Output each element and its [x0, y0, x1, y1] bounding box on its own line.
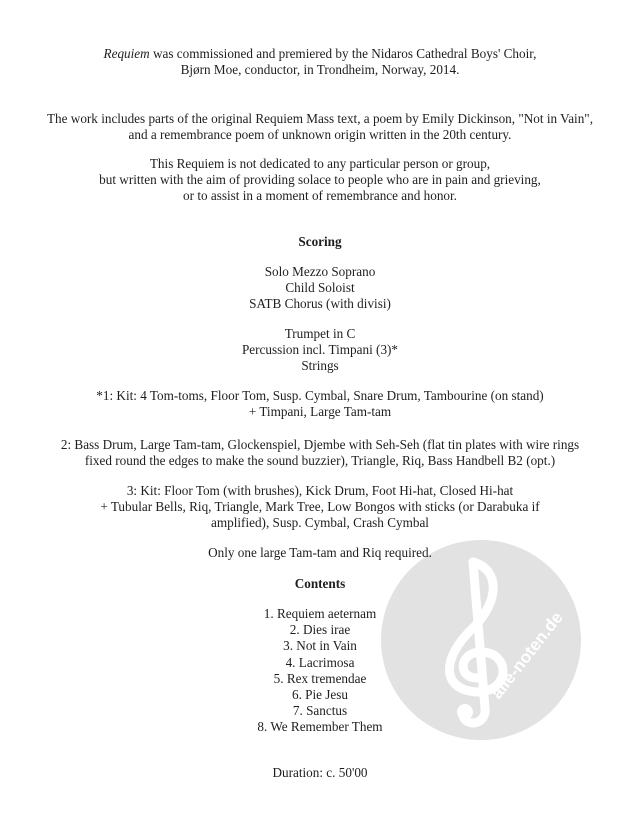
kit-line: *1: Kit: 4 Tom-toms, Floor Tom, Susp. Cymbal, Snare Drum, Tambourine (on stand): [96, 388, 544, 403]
voice-item: SATB Chorus (with divisi): [249, 296, 391, 312]
contents-item: 1. Requiem aeternam: [263, 606, 377, 621]
duration: Duration: c. 50'00: [272, 765, 368, 780]
contents-heading: Contents: [294, 576, 346, 591]
description: [0, 111, 640, 143]
kit-line: fixed round the edges to make the sound buzzier), Triangle, Riq, Bass Handbell B2 (opt.): [84, 453, 556, 469]
contents-item: 6. Pie Jesu: [291, 687, 349, 703]
kit-line: + Tubular Bells, Riq, Triangle, Mark Tree, Low Bongos with sticks (or Darabuka if: [100, 499, 540, 515]
contents-item: 2. Dies irae: [289, 622, 351, 638]
voice-item: Solo Mezzo Soprano: [264, 264, 376, 279]
voice-item: Child Soloist: [285, 280, 355, 296]
contents-item: 3. Not in Vain: [283, 638, 357, 654]
contents-list: [0, 606, 640, 736]
instrument-item: Trumpet in C: [284, 326, 356, 341]
description-line: and a remembrance poem of unknown origin written in the 20th century.: [128, 127, 512, 143]
kit-line: + Timpani, Large Tam-tam: [248, 404, 392, 420]
kit-line: 2: Bass Drum, Large Tam-tam, Glockenspiel, Djembe with Seh-Seh (flat tin plates with wire rings: [60, 437, 580, 452]
contents-item: 5. Rex tremendae: [273, 670, 367, 686]
description-line: The work includes parts of the original Requiem Mass text, a poem by Emily Dickinson, "Not in Vain",: [47, 111, 593, 126]
dedication: [0, 156, 640, 205]
dedication-line: or to assist in a moment of remembrance and honor.: [183, 188, 457, 204]
scoring-instruments: [0, 326, 640, 375]
intro-line-2: Bjørn Moe, conductor, in Trondheim, Norway, 2014.: [180, 62, 460, 78]
watermark-text: alle-noten.de: [487, 608, 567, 703]
work-title: Requiem: [103, 46, 150, 61]
kit-line: 3: Kit: Floor Tom (with brushes), Kick Drum, Foot Hi-hat, Closed Hi-hat: [126, 483, 514, 498]
percussion-kit-3: [0, 483, 640, 532]
scoring-heading: Scoring: [298, 234, 342, 249]
instrument-item: Percussion incl. Timpani (3)*: [241, 342, 399, 358]
dedication-line: but written with the aim of providing solace to people who are in pain and grieving,: [99, 172, 541, 188]
percussion-kit-1: [0, 388, 640, 420]
contents-item: 7. Sanctus: [292, 703, 348, 719]
instrument-item: Strings: [301, 358, 339, 374]
contents-item: 8. We Remember Them: [257, 719, 383, 735]
scoring-note: Only one large Tam-tam and Riq required.: [208, 545, 432, 560]
intro-line-1: Requiem was commissioned and premiered by the Nidaros Cathedral Boys' Choir,: [103, 46, 537, 61]
contents-item: 4. Lacrimosa: [285, 654, 355, 670]
percussion-kit-2: [0, 437, 640, 469]
intro: [0, 46, 640, 78]
kit-line: amplified), Susp. Cymbal, Crash Cymbal: [211, 515, 429, 531]
scoring-voices: [0, 264, 640, 313]
dedication-line: This Requiem is not dedicated to any particular person or group,: [149, 156, 491, 171]
